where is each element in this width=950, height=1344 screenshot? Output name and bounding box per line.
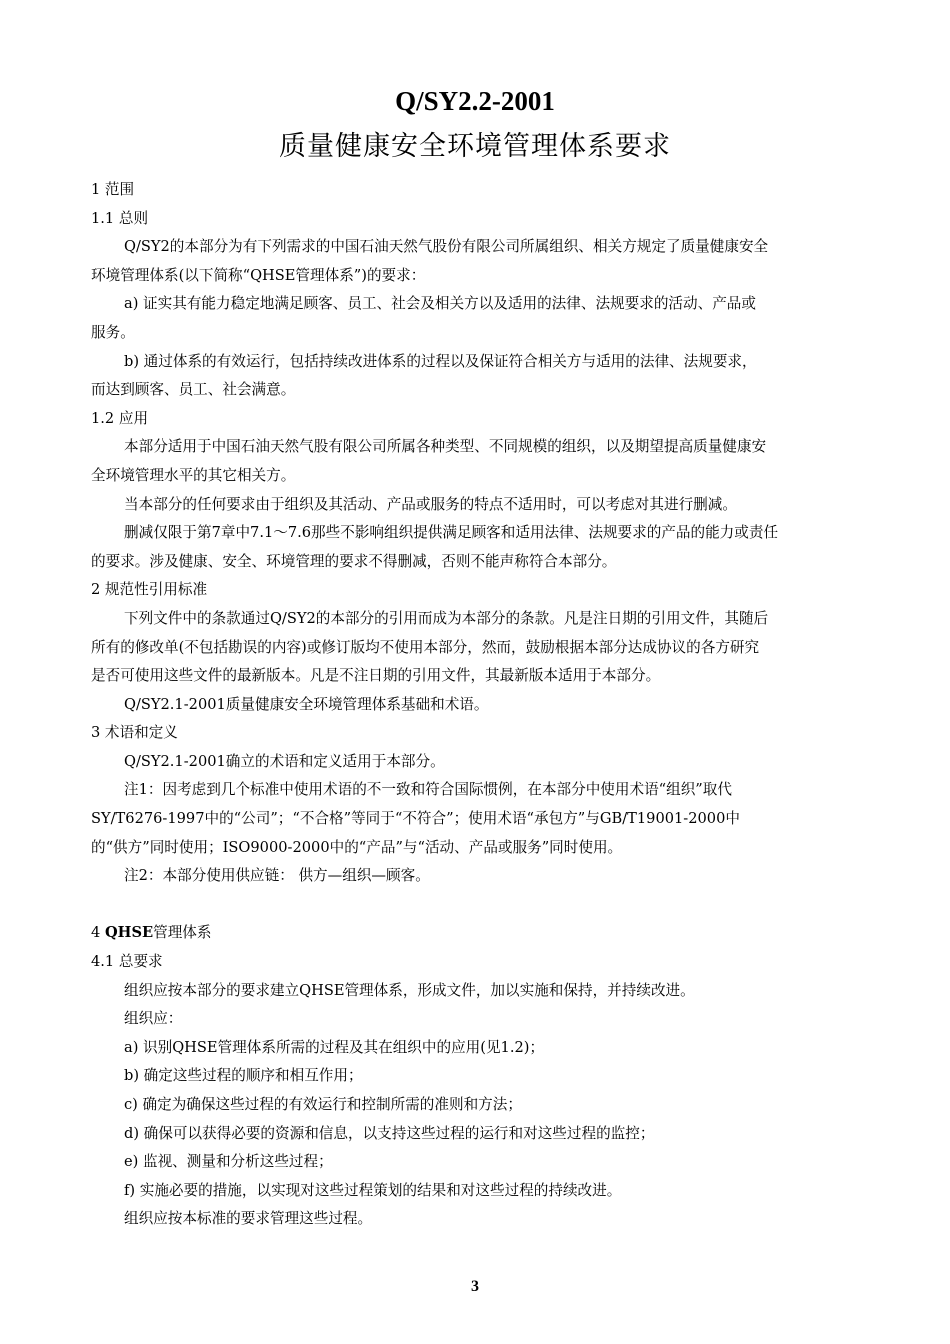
section-number: 4 xyxy=(91,924,105,942)
subsection-heading: 1.1 总则 xyxy=(91,209,149,227)
paragraph-line: Q/SY2.1-2001确立的术语和定义适用于本部分。 xyxy=(124,752,445,770)
paragraph-line: Q/SY2.1-2001质量健康安全环境管理体系基础和术语。 xyxy=(124,695,489,713)
paragraph-line: 本部分适用于中国石油天然气股有限公司所属各种类型、不同规模的组织，以及期望提高质量健康安 xyxy=(124,438,767,456)
note-line: SY/T6276-1997中的“公司”；“不合格”等同于“不符合”；使用术语“承包方”与GB/T19001-2000中 xyxy=(91,810,740,828)
note-line: 注1：因考虑到几个标准中使用术语的不一致和符合国际惯例，在本部分中使用术语“组织”取代 xyxy=(124,781,732,799)
section-heading xyxy=(91,919,863,948)
paragraph-line: 组织应按本标准的要求管理这些过程。 xyxy=(124,1210,373,1228)
list-item-line: 服务。 xyxy=(91,323,135,341)
list-item-line: f) 实施必要的措施，以实现对这些过程策划的结果和对这些过程的持续改进。 xyxy=(124,1181,622,1199)
note-line: 注2：本部分使用供应链： 供方—组织—顾客。 xyxy=(124,867,430,885)
subsection-heading: 1.2 应用 xyxy=(91,409,149,427)
standard-code: Q/SY2.2-2001 xyxy=(395,86,555,116)
paragraph-line: 组织应按本部分的要求建立QHSE管理体系，形成文件，加以实施和保持，并持续改进。 xyxy=(124,981,695,999)
list-item-line: d) 确保可以获得必要的资源和信息，以支持这些过程的运行和对这些过程的监控； xyxy=(124,1124,655,1142)
section-title-rest: 管理体系 xyxy=(153,924,212,942)
paragraph-line: 删减仅限于第7章中7.1～7.6那些不影响组织提供满足顾客和适用法律、法规要求的产品的能力或责任 xyxy=(124,524,779,542)
document-title: 质量健康安全环境管理体系要求 xyxy=(279,131,671,162)
list-item-line: e) 监视、测量和分析这些过程； xyxy=(124,1153,333,1171)
paragraph-line: 下列文件中的条款通过Q/SY2的本部分的引用而成为本部分的条款。凡是注日期的引用文件，其随后 xyxy=(124,609,769,627)
blank-line xyxy=(91,891,863,920)
section-acronym: QHSE xyxy=(104,924,154,942)
note-line: 的“供方”同时使用；ISO9000-2000中的“产品”与“活动、产品或服务”同时使用。 xyxy=(91,838,623,856)
subsection-heading: 4.1 总要求 xyxy=(91,953,163,971)
section-heading: 3 术语和定义 xyxy=(91,724,178,742)
document-body xyxy=(91,176,863,1234)
list-item-line: a) 证实其有能力稳定地满足顾客、员工、社会及相关方以及适用的法律、法规要求的活动、产品或 xyxy=(124,295,756,313)
paragraph-line: 是否可使用这些文件的最新版本。凡是不注日期的引用文件，其最新版本适用于本部分。 xyxy=(91,667,661,685)
list-item-line: c) 确定为确保这些过程的有效运行和控制所需的准则和方法； xyxy=(124,1096,522,1113)
paragraph-line: 组织应： xyxy=(124,1010,183,1028)
list-item-line: b) 确定这些过程的顺序和相互作用； xyxy=(124,1067,363,1085)
paragraph-line: 的要求。涉及健康、安全、环境管理的要求不得删减，否则不能声称符合本部分。 xyxy=(91,552,617,570)
paragraph-line: 当本部分的任何要求由于组织及其活动、产品或服务的特点不适用时，可以考虑对其进行删减。 xyxy=(124,495,737,513)
page-number: 3 xyxy=(471,1278,479,1295)
section-heading: 2 规范性引用标准 xyxy=(91,581,208,599)
paragraph-line: 全环境管理水平的其它相关方。 xyxy=(91,466,296,484)
section-heading: 1 范围 xyxy=(91,181,135,198)
list-item-line: b) 通过体系的有效运行，包括持续改进体系的过程以及保证符合相关方与适用的法律、法规要求， xyxy=(124,352,757,370)
list-item-line: 而达到顾客、员工、社会满意。 xyxy=(91,381,296,399)
paragraph-line: Q/SY2的本部分为有下列需求的中国石油天然气股份有限公司所属组织、相关方规定了质量健康安全 xyxy=(124,238,769,256)
list-item-line: a) 识别QHSE管理体系所需的过程及其在组织中的应用(见1.2)； xyxy=(124,1038,545,1056)
paragraph-line: 所有的修改单(不包括勘误的内容)或修订版均不使用本部分，然而，鼓励根据本部分达成协议的各方研究 xyxy=(91,638,760,656)
paragraph-line: 环境管理体系(以下简称“QHSE管理体系”)的要求： xyxy=(91,266,426,284)
